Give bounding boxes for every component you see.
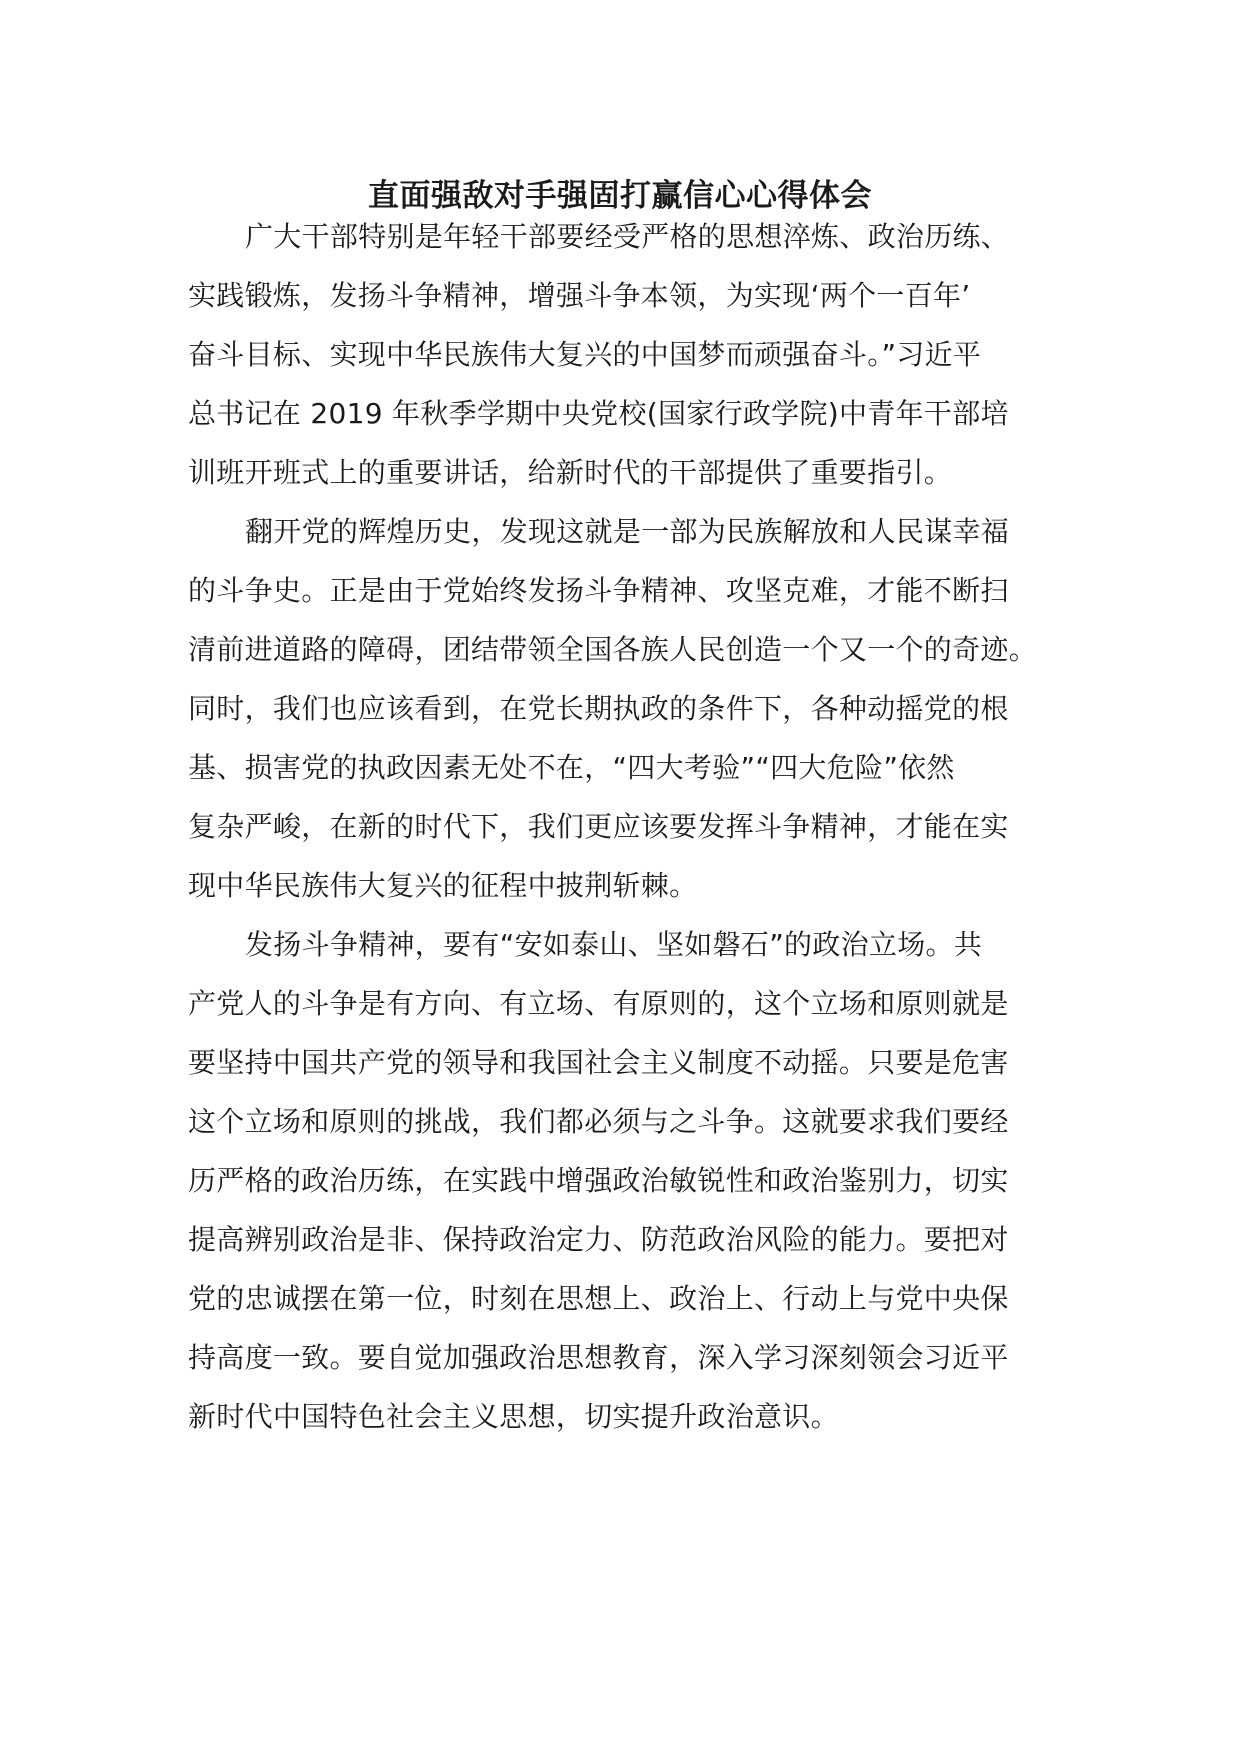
paragraph-2-line-6: 复杂严峻，在新的时代下，我们更应该要发挥斗争精神，才能在实: [188, 810, 1009, 843]
paragraph-3-line-3: 要坚持中国共产党的领导和我国社会主义制度不动摇。只要是危害: [188, 1046, 1009, 1079]
paragraph-2-line-5: 基、损害党的执政因素无处不在，“四大考验”“四大危险”依然: [188, 751, 955, 784]
paragraph-2-line-2: 的斗争史。正是由于党始终发扬斗争精神、攻坚克难，才能不断扫: [188, 574, 1009, 607]
paragraph-2-line-7: 现中华民族伟大复兴的征程中披荆斩棘。: [188, 869, 698, 902]
paragraph-3-line-7: 党的忠诚摆在第一位，时刻在思想上、政治上、行动上与党中央保: [188, 1282, 1009, 1315]
paragraph-2-line-1: 翻开党的辉煌历史，发现这就是一部为民族解放和人民谋幸福: [245, 515, 1010, 548]
paragraph-3-line-5: 历严格的政治历练，在实践中增强政治敏锐性和政治鉴别力，切实: [188, 1164, 1009, 1197]
paragraph-3-line-4: 这个立场和原则的挑战，我们都必须与之斗争。这就要求我们要经: [188, 1105, 1009, 1138]
paragraph-3-line-9: 新时代中国特色社会主义思想，切实提升政治意识。: [188, 1400, 839, 1433]
paragraph-3-line-1: 发扬斗争精神，要有“安如泰山、坚如磐石”的政治立场。共: [245, 928, 983, 961]
paragraph-2-line-3: 清前进道路的障碍，团结带领全国各族人民创造一个又一个的奇迹。: [188, 633, 1038, 666]
paragraph-1-line-2: 实践锻炼，发扬斗争精神，增强斗争本领，为实现‘两个一百年’: [188, 279, 971, 312]
paragraph-2-line-4: 同时，我们也应该看到，在党长期执政的条件下，各种动摇党的根: [188, 692, 1009, 725]
paragraph-1-line-4: 总书记在 2019 年秋季学期中央党校(国家行政学院)中青年干部培: [188, 397, 1009, 430]
paragraph-1-line-1: 广大干部特别是年轻干部要经受严格的思想淬炼、政治历练、: [245, 220, 1010, 253]
paragraph-3-line-2: 产党人的斗争是有方向、有立场、有原则的，这个立场和原则就是: [188, 987, 1009, 1020]
paragraph-3-line-6: 提高辨别政治是非、保持政治定力、防范政治风险的能力。要把对: [188, 1223, 1009, 1256]
document-title: 直面强敌对手强固打赢信心心得体会: [368, 178, 872, 214]
paragraph-1-line-5: 训班开班式上的重要讲话，给新时代的干部提供了重要指引。: [188, 456, 953, 489]
paragraph-3-line-8: 持高度一致。要自觉加强政治思想教育，深入学习深刻领会习近平: [188, 1341, 1009, 1374]
paragraph-1-line-3: 奋斗目标、实现中华民族伟大复兴的中国梦而顽强奋斗。”习近平: [188, 338, 982, 371]
